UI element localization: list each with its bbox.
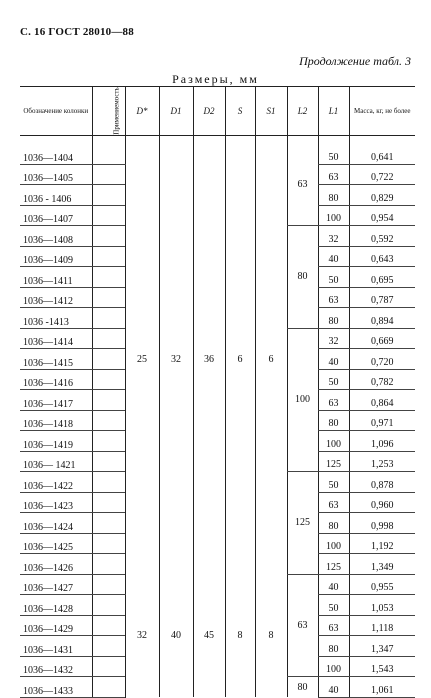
l1-cell: 50 [318,472,349,493]
l1-cell: 63 [318,615,349,636]
col-l1-header: L1 [318,87,349,136]
spacer-cell [92,136,125,145]
spacer-cell [225,136,255,145]
mass-cell: 0,954 [349,205,415,226]
d2-cell: 45 [193,574,225,697]
designation-cell: 1036—1415 [20,349,92,370]
usage-cell [92,513,125,534]
l1-cell: 100 [318,205,349,226]
col-l2-header: L2 [287,87,318,136]
usage-cell [92,369,125,390]
usage-cell [92,677,125,698]
l1-cell: 50 [318,595,349,616]
dimensions-table [20,86,415,698]
mass-cell: 1,349 [349,554,415,575]
l2-cell: 80 [287,226,318,329]
l1-cell: 100 [318,656,349,677]
l1-cell: 40 [318,246,349,267]
usage-cell [92,472,125,493]
designation-cell: 1036—1412 [20,287,92,308]
table-row [20,574,415,595]
designation-cell: 1036—1422 [20,472,92,493]
l1-cell: 63 [318,287,349,308]
col-s1-header: S1 [255,87,287,136]
l1-cell: 125 [318,451,349,472]
mass-cell: 0,829 [349,185,415,206]
designation-cell: 1036—1431 [20,636,92,657]
usage-cell [92,267,125,288]
designation-cell: 1036—1428 [20,595,92,616]
col-designation-header: Обозначение колонки [20,87,92,136]
usage-cell [92,308,125,329]
spacer-cell [287,136,318,145]
d1-cell: 40 [159,574,193,697]
designation-cell: 1036—1405 [20,164,92,185]
spacer-cell [159,136,193,145]
designation-cell: 1036—1407 [20,205,92,226]
mass-cell: 0,878 [349,472,415,493]
l1-cell: 100 [318,431,349,452]
s-cell: 6 [225,144,255,574]
designation-cell: 1036 -1413 [20,308,92,329]
mass-cell: 0,695 [349,267,415,288]
usage-cell [92,226,125,247]
l1-cell: 63 [318,164,349,185]
designation-cell: 1036—1429 [20,615,92,636]
l2-cell: 100 [287,328,318,472]
mass-cell: 0,998 [349,513,415,534]
designation-cell: 1036—1426 [20,554,92,575]
l1-cell: 50 [318,369,349,390]
designation-cell: 1036—1408 [20,226,92,247]
mass-cell: 1,192 [349,533,415,554]
designation-cell: 1036—1433 [20,677,92,698]
usage-cell [92,533,125,554]
l2-cell: 63 [287,144,318,226]
mass-cell: 1,053 [349,595,415,616]
spacer-cell [125,136,159,145]
usage-cell [92,164,125,185]
spacer-cell [255,136,287,145]
spacer-row [20,136,415,145]
col-d2-header: D2 [193,87,225,136]
usage-cell [92,144,125,164]
l2-cell: 125 [287,472,318,575]
page-header: С. 16 ГОСТ 28010—88 [20,26,134,38]
s-cell: 8 [225,574,255,697]
spacer-cell [349,136,415,145]
mass-cell: 1,061 [349,677,415,698]
usage-cell [92,205,125,226]
d2-cell: 36 [193,144,225,574]
designation-cell: 1036—1409 [20,246,92,267]
l1-cell: 63 [318,492,349,513]
l1-cell: 32 [318,226,349,247]
mass-cell: 0,641 [349,144,415,164]
mass-cell: 0,643 [349,246,415,267]
l1-cell: 32 [318,328,349,349]
l1-cell: 80 [318,513,349,534]
mass-cell: 0,894 [349,308,415,329]
spacer-cell [193,136,225,145]
usage-cell [92,451,125,472]
l1-cell: 125 [318,554,349,575]
usage-cell [92,615,125,636]
spacer-cell [20,136,92,145]
col-s-header: S [225,87,255,136]
mass-cell: 0,669 [349,328,415,349]
spacer-cell [318,136,349,145]
usage-cell [92,287,125,308]
col-d-header: D* [125,87,159,136]
l1-cell: 80 [318,410,349,431]
mass-cell: 1,253 [349,451,415,472]
d1-cell: 32 [159,144,193,574]
usage-cell [92,328,125,349]
l1-cell: 40 [318,574,349,595]
l1-cell: 80 [318,636,349,657]
mass-cell: 0,592 [349,226,415,247]
usage-cell [92,349,125,370]
designation-cell: 1036—1418 [20,410,92,431]
mass-cell: 0,720 [349,349,415,370]
usage-cell [92,554,125,575]
designation-cell: 1036—1427 [20,574,92,595]
usage-cell [92,656,125,677]
s1-cell: 6 [255,144,287,574]
mass-cell: 0,960 [349,492,415,513]
designation-cell: 1036—1414 [20,328,92,349]
designation-cell: 1036—1423 [20,492,92,513]
usage-cell [92,595,125,616]
designation-cell: 1036—1424 [20,513,92,534]
designation-cell: 1036—1419 [20,431,92,452]
usage-cell [92,390,125,411]
mass-cell: 0,864 [349,390,415,411]
mass-cell: 1,118 [349,615,415,636]
usage-cell [92,431,125,452]
designation-cell: 1036—1416 [20,369,92,390]
designation-cell: 1036— 1421 [20,451,92,472]
d-cell: 32 [125,574,159,697]
designation-cell: 1036—1411 [20,267,92,288]
table-body [20,136,415,698]
mass-cell: 0,971 [349,410,415,431]
d-cell: 25 [125,144,159,574]
usage-cell [92,185,125,206]
col-d1-header: D1 [159,87,193,136]
usage-cell [92,574,125,595]
mass-cell: 0,955 [349,574,415,595]
designation-cell: 1036—1404 [20,144,92,164]
l1-cell: 80 [318,308,349,329]
l2-cell: 63 [287,574,318,677]
designation-cell: 1036—1432 [20,656,92,677]
table-row [20,144,415,164]
mass-cell: 0,722 [349,164,415,185]
mass-cell: 0,787 [349,287,415,308]
designation-cell: 1036—1425 [20,533,92,554]
designation-cell: 1036 - 1406 [20,185,92,206]
l1-cell: 50 [318,267,349,288]
table-continuation-label: Продолжение табл. 3 [299,54,411,68]
l1-cell: 40 [318,349,349,370]
mass-cell: 1,096 [349,431,415,452]
usage-cell [92,492,125,513]
table-title: Размеры, мм [172,72,259,86]
usage-cell [92,246,125,267]
usage-cell [92,410,125,431]
mass-cell: 0,782 [349,369,415,390]
l1-cell: 40 [318,677,349,698]
l1-cell: 80 [318,185,349,206]
col-mass-header: Масса, кг, не более [349,87,415,136]
l1-cell: 50 [318,144,349,164]
mass-cell: 1,347 [349,636,415,657]
s1-cell: 8 [255,574,287,697]
table-header-row [20,87,415,136]
l1-cell: 63 [318,390,349,411]
designation-cell: 1036—1417 [20,390,92,411]
mass-cell: 1,543 [349,656,415,677]
l1-cell: 100 [318,533,349,554]
col-usage-header: Применяемость [92,87,125,136]
l2-cell: 80 [287,677,318,698]
